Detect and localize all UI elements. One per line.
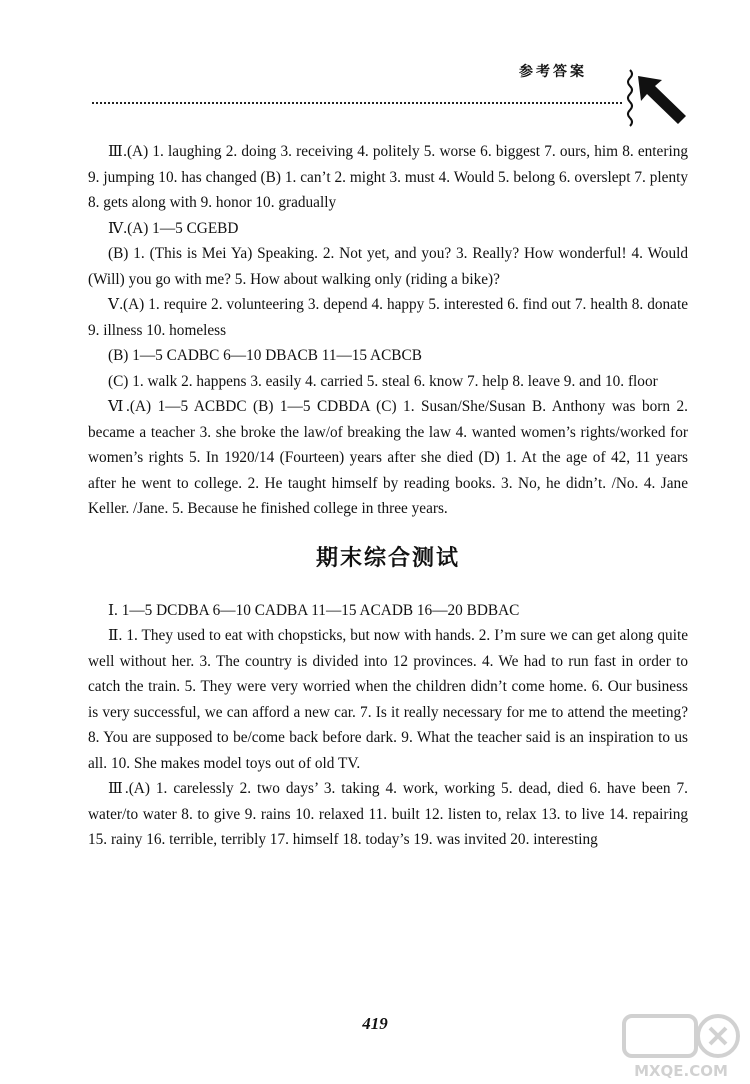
answer-paragraph: (B) 1. (This is Mei Ya) Speaking. 2. Not yet, and you? 3. Really? How wonderful! 4. Would (Will) you go with me? 5. How about walking only (riding a bike)? bbox=[88, 245, 688, 288]
answer-paragraph: Ⅴ.(A) 1. require 2. volunteering 3. depend 4. happy 5. interested 6. find out 7. health 8. donate 9. illness 10. homeless bbox=[88, 296, 688, 339]
answer-paragraph: Ⅰ. 1—5 DCDBA 6—10 CADBA 11—15 ACADB 16—20 BDBAC bbox=[108, 601, 520, 619]
answer-paragraph: (C) 1. walk 2. happens 3. easily 4. carried 5. steal 6. know 7. help 8. leave 9. and 10. floor bbox=[108, 372, 658, 390]
watermark-seal-icon bbox=[618, 1010, 744, 1062]
section-title: 期末综合测试 bbox=[315, 545, 460, 571]
answer-paragraph: Ⅳ.(A) 1—5 CGEBD bbox=[108, 219, 239, 237]
watermark-text: MXQE.COM bbox=[634, 1062, 728, 1080]
page-number: 419 bbox=[362, 1014, 388, 1033]
header-dotted-rule bbox=[92, 102, 622, 104]
answer-paragraph: Ⅵ.(A) 1—5 ACBDC (B) 1—5 CDBDA (C) 1. Susan/She/Susan B. Anthony was born 2. became a teacher 3. she broke the law/of breaking the law 4. wanted women’s rights/worked for women’s rights 5. In 1920/14 (Fourteen) years after she died (D) 1. At the age of 42, 11 years after he went to college. 2. He taught himself by reading books. 3. No, he didn’t. /No. 4. Jane Keller. /Jane. 5. Because he finished college in three years. bbox=[88, 398, 688, 517]
answer-content bbox=[88, 139, 688, 853]
arrow-icon bbox=[624, 66, 688, 128]
answer-paragraph: Ⅲ.(A) 1. carelessly 2. two days’ 3. taking 4. work, working 5. dead, died 6. have been 7. water/to water 8. to give 9. rains 10. relaxed 11. built 12. listen to, relax 13. to live 14. repairing 15. rainy 16. terrible, terribly 17. himself 18. today’s 19. was invited 20. interesting bbox=[88, 780, 688, 848]
watermark-logo bbox=[618, 1010, 744, 1082]
answer-paragraph: (B) 1—5 CADBC 6—10 DBACB 11—15 ACBCB bbox=[108, 347, 422, 364]
answer-paragraph: Ⅱ. 1. They used to eat with chopsticks, but now with hands. 2. I’m sure we can get along quite well without her. 3. The country is divided into 12 provinces. 4. We had to run fast in order to catch the train. 5. They were very worried when the children didn’t come home. 6. Our business is very successful, we can afford a new car. 7. Is it really necessary for me to attend the meeting? 8. You are supposed to be/come back before dark. 9. What the teacher said is an inspiration to us all. 10. She makes model toys out of old TV. bbox=[88, 627, 688, 772]
header-title: 参考答案 bbox=[519, 64, 587, 80]
answer-paragraph: Ⅲ.(A) 1. laughing 2. doing 3. receiving 4. politely 5. worse 6. biggest 7. ours, him 8. entering 9. jumping 10. has changed (B) 1. can’t 2. might 3. must 4. Would 5. belong 6. overslept 7. plenty 8. gets along with 9. honor 10. gradually bbox=[88, 143, 688, 211]
